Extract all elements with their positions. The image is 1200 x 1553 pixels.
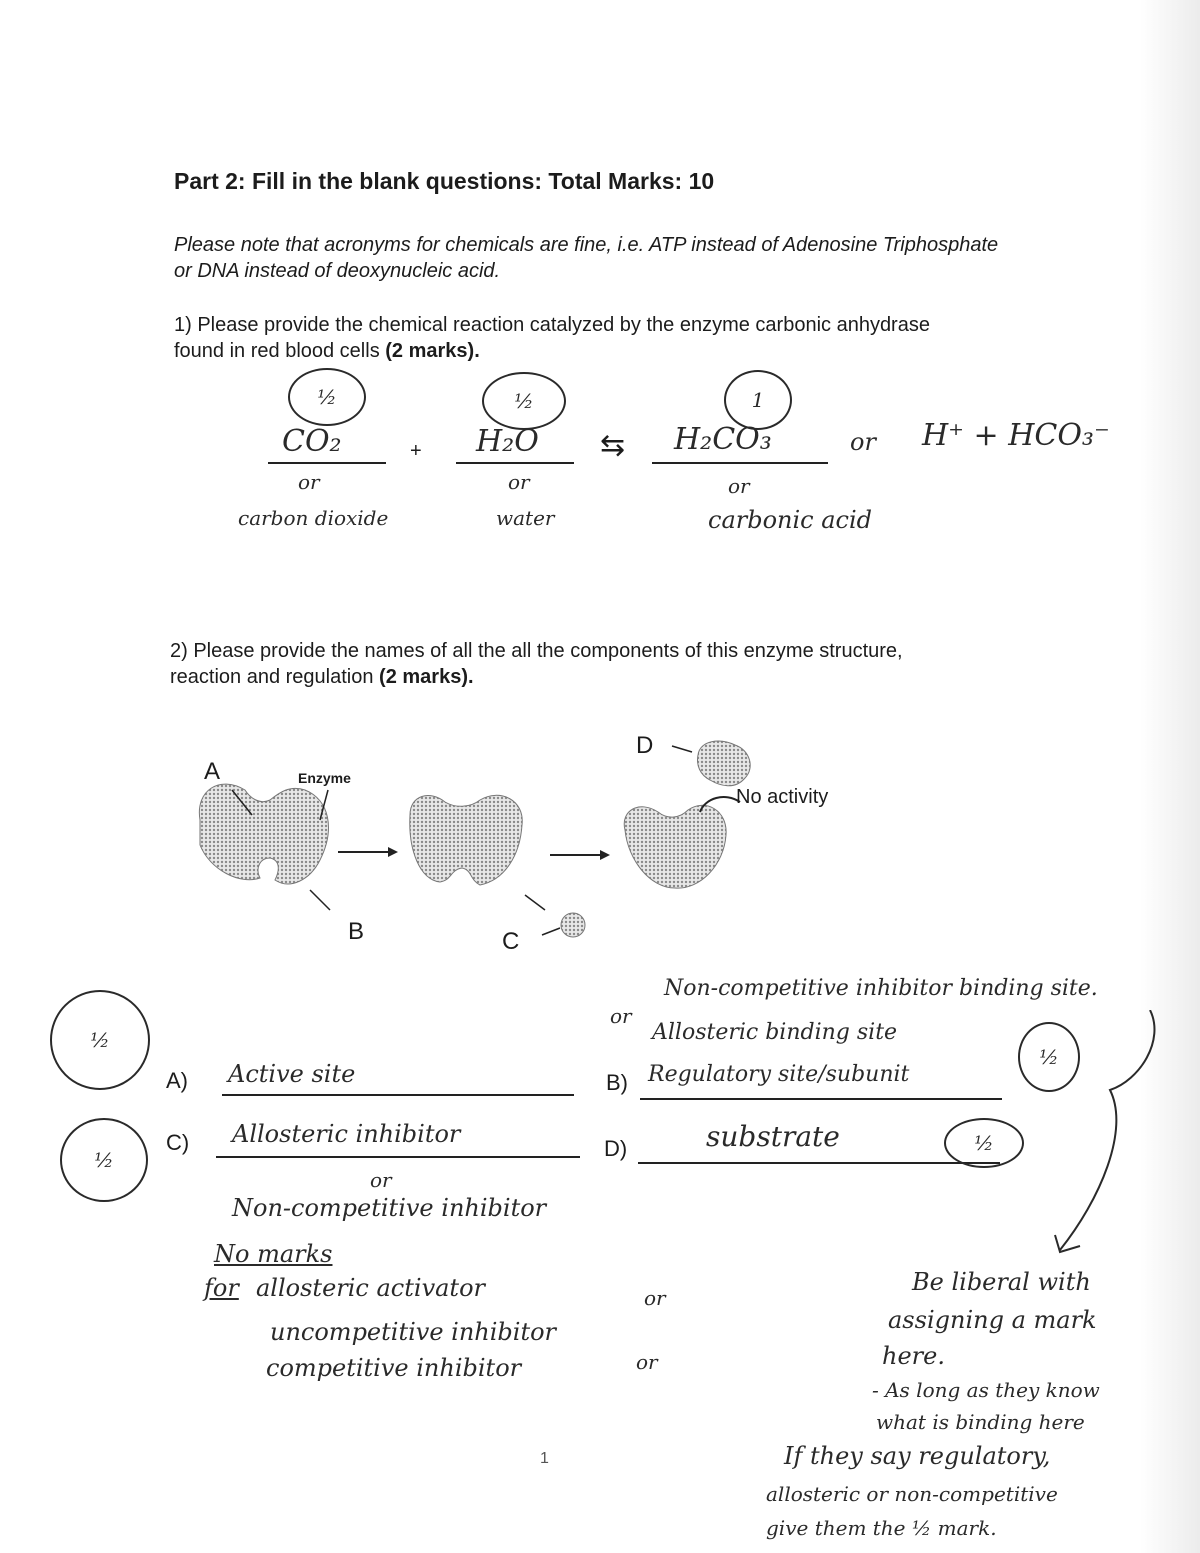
enzyme-shape-3 [624, 805, 726, 888]
q2-answer-c-label: C) [166, 1130, 190, 1155]
pointer-d [672, 746, 692, 752]
substrate-circle [561, 913, 585, 937]
q2-answer-c-alt: Non-competitive inhibitor [232, 1194, 547, 1222]
no-marks-or-2: or [636, 1350, 658, 1374]
grader-note-arrow [1040, 1010, 1180, 1260]
q1-marks: (2 marks). [385, 340, 480, 362]
q2-answer-b-value: Regulatory site/subunit [648, 1062, 910, 1087]
arrow-step-1-head [388, 847, 398, 857]
section-note: Please note that acronyms for chemicals are fine, i.e. ATP instead of Adenosine Triphosphate or DNA instead of deoxynucleic acid. [174, 234, 999, 282]
q1-reversible-arrow: ⇆ [600, 429, 626, 462]
q2-answer-a-label: A) [166, 1068, 188, 1093]
enzyme-shape-2 [410, 795, 522, 885]
q1-or-2: or [508, 470, 530, 494]
q1-blank-product [652, 462, 828, 464]
pointer-b [310, 890, 330, 910]
grader-note-line-8: give them the ½ mark. [766, 1516, 997, 1540]
diagram-label-b: B [348, 918, 365, 945]
no-marks-for: for [204, 1274, 239, 1302]
no-marks-heading: No marks [214, 1240, 333, 1268]
q1-product-alt: carbonic acid [708, 506, 873, 534]
grader-note-line-2: assigning a mark [888, 1306, 1097, 1334]
q1-score-circle-3: 1 [724, 370, 792, 430]
q2-answer-b-or-1: or [610, 1004, 632, 1028]
q1-or-3: or [728, 474, 750, 498]
grader-note-line-6: If they say regulatory, [784, 1442, 1051, 1470]
no-marks-or-1: or [644, 1286, 666, 1310]
q1-reactant1: CO₂ [282, 424, 342, 459]
q2-marks: (2 marks). [379, 666, 474, 688]
arrow-step-2-head [600, 850, 610, 860]
q1-blank-reactant2 [456, 462, 574, 464]
grader-note-line-4: - As long as they know [872, 1378, 1100, 1402]
enzyme-diagram [180, 720, 900, 970]
q2-answer-b-alt2: Allosteric binding site [652, 1020, 898, 1045]
q2-answer-b-alt1: Non-competitive inhibitor binding site. [664, 976, 1098, 1001]
q1-reactant1-alt: carbon dioxide [238, 506, 389, 530]
grader-note-line-7: allosteric or non-competitive [766, 1482, 1058, 1506]
q1-reactant2-alt: water [496, 506, 555, 530]
no-marks-line-3: competitive inhibitor [266, 1354, 522, 1382]
q1-prompt [174, 312, 974, 364]
diagram-label-c: C [502, 928, 520, 955]
diagram-no-activity: No activity [736, 786, 829, 808]
q2-answer-c-value: Allosteric inhibitor [232, 1120, 461, 1148]
q2-answer-b-blank [640, 1098, 1002, 1100]
q2-answer-d-value: substrate [706, 1120, 840, 1153]
q2-answer-c-or: or [370, 1168, 392, 1192]
q1-reactant2: H₂O [476, 424, 539, 459]
q2-score-circle-left-2: ½ [60, 1118, 148, 1202]
q2-answer-d-label: D) [604, 1136, 628, 1161]
q2-prompt [170, 638, 970, 690]
q2-answer-a-value: Active site [228, 1060, 356, 1088]
q1-product: H₂CO₃ [674, 422, 772, 457]
q1-product-ions: H⁺ + HCO₃⁻ [922, 418, 1110, 453]
q2-score-circle-left-1: ½ [50, 990, 150, 1090]
grader-note-line-3: here. [882, 1342, 945, 1370]
no-marks-line-1: allosteric activator [256, 1274, 485, 1302]
q2-answer-c-blank [216, 1156, 580, 1158]
diagram-label-d: D [636, 732, 654, 759]
q1-blank-reactant1 [268, 462, 386, 464]
q2-answer-d-blank [638, 1162, 1000, 1164]
q1-score-circle-2: ½ [482, 372, 566, 430]
grader-note-line-5: what is binding here [876, 1410, 1085, 1434]
q1-or-1: or [298, 470, 320, 494]
grader-note-line-1: Be liberal with [912, 1268, 1091, 1296]
enzyme-shape-1 [199, 784, 328, 884]
q2-answer-b-label: B) [606, 1070, 628, 1095]
section-title: Part 2: Fill in the blank questions: Total Marks: 10 [174, 168, 715, 194]
pointer-c [525, 895, 545, 910]
q2-score-circle-d: ½ [944, 1118, 1024, 1168]
pointer-c2 [542, 928, 560, 935]
page-number: 1 [540, 1450, 549, 1467]
diagram-label-enzyme: Enzyme [298, 770, 351, 786]
q1-score-circle-1: ½ [288, 368, 366, 426]
q2-prompt-text: 2) Please provide the names of all the all the components of this enzyme structure, reaction and regulation [170, 640, 903, 688]
page-edge-shadow [1140, 0, 1200, 1553]
q1-prompt-text: 1) Please provide the chemical reaction catalyzed by the enzyme carbonic anhydrase found in red blood cells [174, 314, 930, 362]
no-marks-line-2: uncompetitive inhibitor [270, 1318, 557, 1346]
q1-or-ions: or [850, 428, 876, 456]
diagram-label-a: A [204, 758, 221, 785]
q1-plus-sign: + [410, 440, 422, 462]
q2-answer-a-blank [222, 1094, 574, 1096]
inhibitor-shape [698, 741, 751, 786]
q2-score-circle-b: ½ [1018, 1022, 1080, 1092]
